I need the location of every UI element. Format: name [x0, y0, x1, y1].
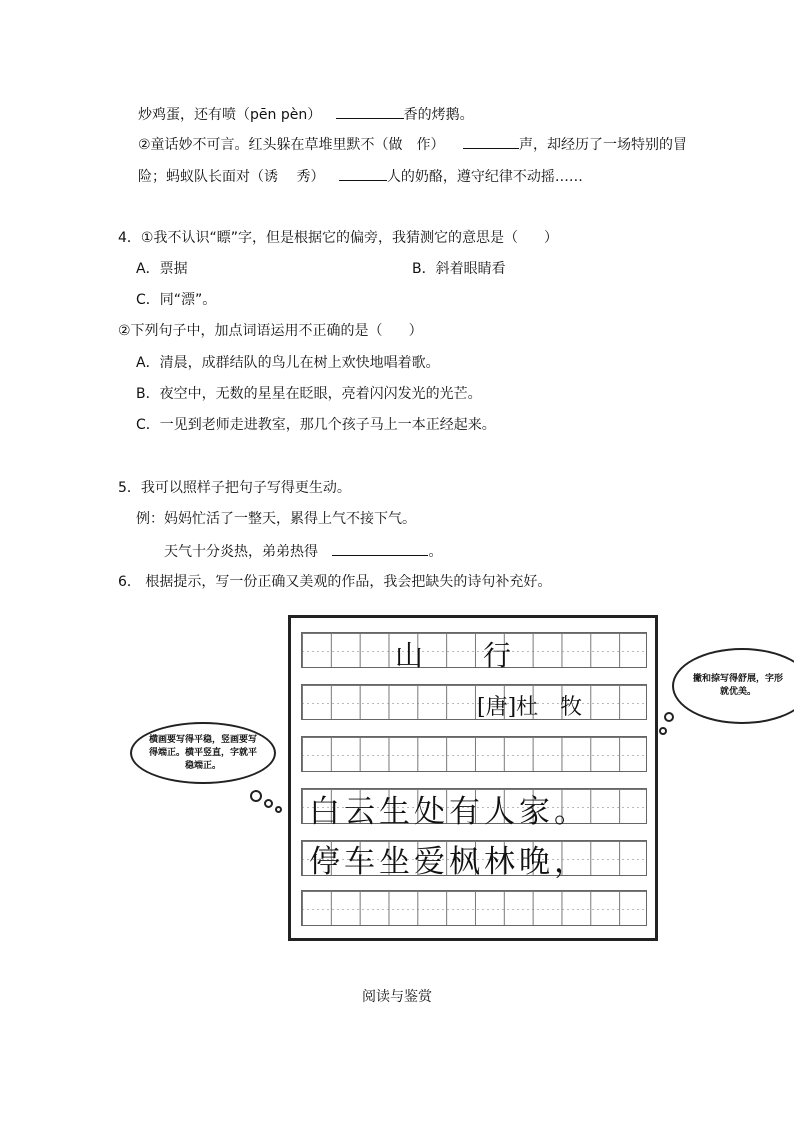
q3-blank-2[interactable]: [463, 134, 519, 149]
q4-option-b: B．斜着眼睛看: [412, 261, 506, 277]
poem-line-2: 停车坐爱枫林晚，: [309, 844, 589, 880]
q3-blank-1[interactable]: [336, 104, 404, 119]
calligraphy-sheet: [288, 615, 658, 941]
hint-bubble-right: 撇和捺写得舒展，字形就优美。: [672, 648, 794, 724]
q4-sentence-b: B．夜空中，无数的星星在眨眼，亮着闪闪发光的光芒。: [136, 386, 482, 402]
q5-example: 例：妈妈忙活了一整天，累得上气不接下气。: [136, 511, 416, 527]
poem-line-1: 白云生处有人家。: [309, 794, 589, 830]
grid-row: [301, 632, 647, 668]
q4-stem-1: 4．①我不认识“瞟”字，但是根据它的偏旁，我猜测它的意思是（ ）: [118, 230, 558, 246]
grid-row[interactable]: [301, 736, 647, 772]
q5-stem: 5．我可以照样子把句子写得更生动。: [118, 480, 351, 496]
section-title: 阅读与鉴赏: [362, 989, 432, 1005]
poem-title-char-2: 行: [483, 639, 512, 672]
q4-option-a: A．票据: [136, 261, 188, 277]
q4-stem-2: ②下列句子中，加点词语运用不正确的是（ ）: [118, 323, 423, 339]
q3-line-3: 险；蚂蚁队长面对（诱 秀） 人的奶酪，遵守纪律不动摇……: [138, 166, 583, 186]
q4-option-c: C．同“漂”。: [136, 292, 217, 308]
hint-bubble-left: 横画要写得平稳，竖画要写得端正。横平竖直，字就平稳端正。: [130, 722, 276, 784]
bubble-tail-dot: [664, 712, 674, 722]
q6-stem: 6． 根据提示，写一份正确又美观的作品，我会把缺失的诗句补充好。: [118, 574, 552, 590]
q3-line-2: ②童话妙不可言。红头躲在草堆里默不（做 作） 声，却经历了一场特别的冒: [138, 134, 687, 154]
bubble-tail-dot: [264, 799, 273, 808]
q3-line-1: 炒鸡蛋，还有喷（pēn pèn） 香的烤鹅。: [138, 104, 474, 124]
q5-blank[interactable]: [332, 541, 428, 556]
grid-row[interactable]: [301, 890, 647, 926]
q3-blank-3[interactable]: [339, 166, 387, 181]
q4-sentence-c: C．一见到老师走进教室，那几个孩子马上一本正经起来。: [136, 417, 496, 433]
bubble-tail-dot: [659, 727, 667, 735]
poem-title-char-1: 山: [395, 639, 424, 672]
bubble-tail-dot: [250, 790, 262, 802]
q4-sentence-a: A．清晨，成群结队的鸟儿在树上欢快地唱着歌。: [136, 355, 440, 371]
q5-task: 天气十分炎热，弟弟热得 。: [164, 541, 442, 561]
bubble-tail-dot: [275, 806, 282, 813]
grid-row: [301, 684, 647, 720]
poem-author: [唐]杜 牧: [477, 695, 583, 720]
